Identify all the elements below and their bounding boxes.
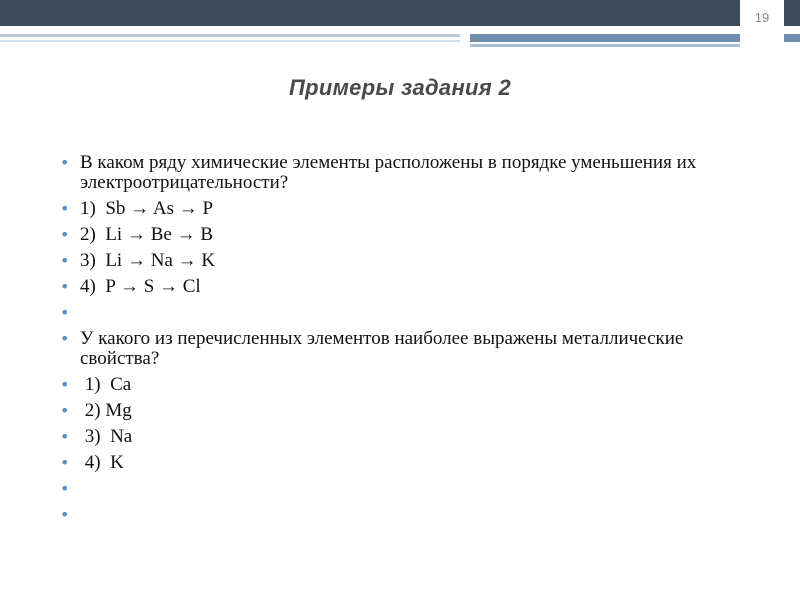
- header-band: [0, 0, 800, 26]
- list-item: [58, 225, 758, 245]
- answer-option: 1) Ca: [80, 374, 132, 395]
- list-item: [58, 153, 758, 193]
- bullet-icon: •: [60, 479, 70, 498]
- bullet-icon: •: [60, 303, 70, 322]
- question-text: В каком ряду химические элементы расположены в порядке уменьшения их электроотрицательности?: [80, 152, 697, 193]
- bullet-icon: •: [60, 427, 70, 446]
- bullet-icon: •: [60, 329, 70, 348]
- answer-option: 2) Mg: [80, 400, 132, 421]
- answer-option: 2) Li → Be → B: [80, 224, 213, 245]
- list-item: [58, 401, 758, 421]
- list-item: [58, 427, 758, 447]
- bullet-icon: •: [60, 153, 70, 172]
- list-item: [58, 453, 758, 473]
- bullet-icon: •: [60, 375, 70, 394]
- header-stripe: [0, 34, 460, 37]
- list-item: [58, 251, 758, 271]
- bullet-icon: •: [60, 251, 70, 270]
- answer-option: 3) Na: [80, 426, 133, 447]
- bullet-icon: •: [60, 505, 70, 524]
- question-text: У какого из перечисленных элементов наиболее выражены металлические свойства?: [80, 328, 684, 369]
- answer-option: 4) K: [80, 452, 124, 473]
- list-item: [58, 303, 758, 323]
- list-item: [58, 375, 758, 395]
- bullet-list: [58, 153, 758, 531]
- bullet-icon: •: [60, 277, 70, 296]
- answer-option: 3) Li → Na → K: [80, 250, 216, 271]
- list-item: [58, 199, 758, 219]
- bullet-icon: •: [60, 199, 70, 218]
- list-item: [58, 329, 758, 369]
- answer-option: 4) P → S → Cl: [80, 276, 201, 297]
- list-item: [58, 505, 758, 525]
- header-stripe: [470, 44, 740, 47]
- slide-title: Примеры задания 2: [289, 75, 511, 100]
- list-item: [58, 479, 758, 499]
- bullet-icon: •: [60, 225, 70, 244]
- header-stripe: [0, 40, 460, 42]
- bullet-icon: •: [60, 453, 70, 472]
- answer-option: 1) Sb → As → P: [80, 198, 214, 219]
- page-number: 19: [754, 10, 770, 25]
- list-item: [58, 277, 758, 297]
- bullet-icon: •: [60, 401, 70, 420]
